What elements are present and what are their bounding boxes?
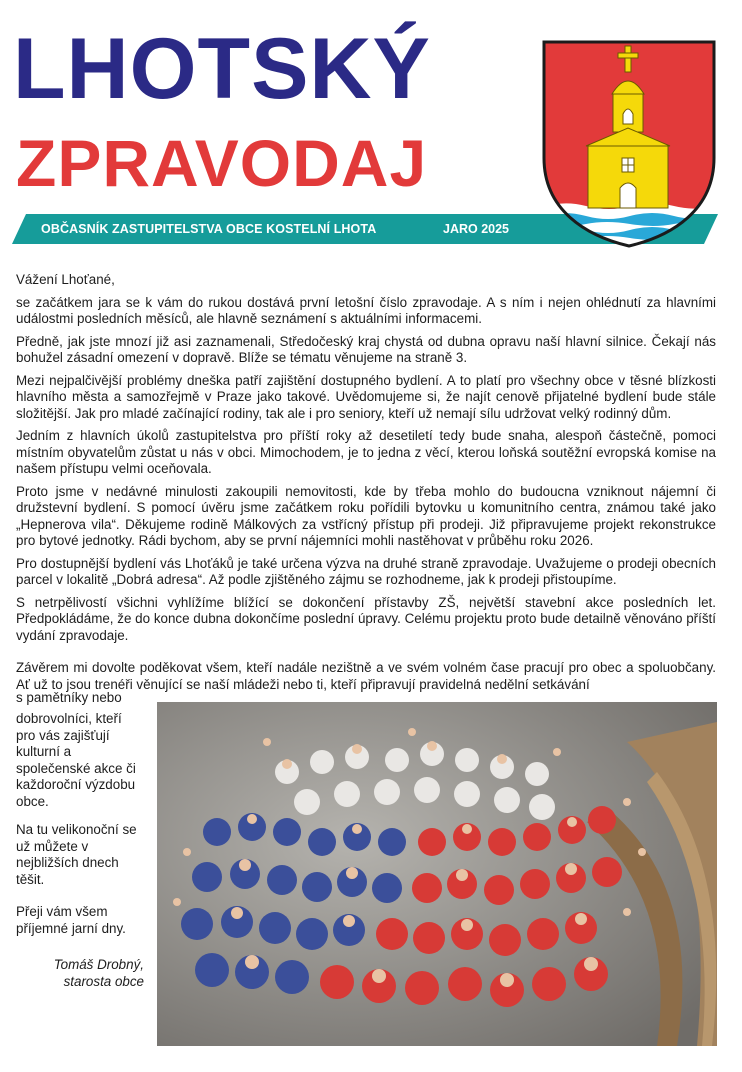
letter-side-text: dobrovolníci, kteří pro vás zajišťují kulturní a společenské akce či každoroční výzdobu obce. [16, 711, 136, 809]
signature [16, 957, 144, 990]
letter-paragraph: Proto jsme v nedávné minulosti zakoupili nemovitosti, kde by třeba mohlo do budoucna vzniknout nájemní či družstevní bydlení. S pomocí úvěru jsme začátkem roku pořídili bytovku u komunitního centra, známou také jako „Hepnerova vila“. Děkujeme rodině Málkových za vstřícný přístup při prodeji. Již připravujeme projekt rekonstrukce pro bytové jednotky. Rádi bychom, aby se první nájemníci mohli nastěhovat v průběhu roku 2026. [16, 483, 716, 548]
letter-closing: Závěrem mi dovolte poděkovat všem, kteří nadále nezištně a ve svém volném čase pracují pro obec a spoluobčany. Ať už to jsou trenéři věnující se naší mládeži nebo ti, kteří připravují pravidelná nedělní setkávání [16, 660, 716, 692]
letter-paragraph: Předně, jak jste mnozí již asi zaznamenali, Středočeský kraj chystá od dubna opravu naší hlavní silnice. Čekají nás bohužel zásadní omezení v dopravě. Blíže se tématu věnujeme na straně 3. [16, 333, 716, 365]
masthead-title-line2: ZPRAVODAJ [16, 126, 428, 200]
letter-paragraph: Pro dostupnější bydlení vás Lhoťáků je také určena výzva na druhé straně zpravodaje. Uvažujeme o prodeji obecních parcel v lokalitě „Dobrá adresa“. Až podle zjištěného zájmu se rozhodneme, jak k prodeji přistoupíme. [16, 555, 716, 587]
letter-side-text: Na tu velikonoční se už můžete v nejbližších dnech těšit. [16, 822, 137, 887]
issue-label: JARO 2025 [443, 222, 510, 236]
letter-paragraph: Mezi nejpalčivější problémy dneška patří zajištění dostupného bydlení. A to platí pro všechny obce v těsné blízkosti hlavního města a samozřejmě v Praze jako takové. Uvědomujeme si, že najít cenově přijatelné bydlení bude stále složitější. Jak pro mladé začínající rodiny, tak ale i pro seniory, kteří už nemají sílu udržovat velký rodinný dům. [16, 372, 716, 421]
signature-role: starosta obce [63, 973, 144, 989]
masthead-subtitle: OBČASNÍK ZASTUPITELSTVA OBCE KOSTELNÍ LHOTA [41, 222, 377, 236]
letter-greeting: Vážení Lhoťané, [16, 272, 115, 287]
group-photo-icon [157, 702, 717, 1046]
masthead-title-line1: LHOTSKÝ [13, 21, 431, 117]
letter-paragraph: S netrpělivostí všichni vyhlížíme blížící se dokončení přístavby ZŠ, největší stavební akce posledních let. Předpokládáme, že do konce dubna dokončíme poslední úpravy. Celému projektu proto bude detailně věnováno příští vydání zpravodaje. [16, 594, 716, 643]
letter-paragraph: se začátkem jara se k vám do rukou dostává první letošní číslo zpravodaje. A s ním i nejen ohlédnutí za hlavními událostmi posledních měsíců, ale hlavně seznámení s aktuálními informacemi. [16, 294, 716, 326]
letter-paragraph: Jedním z hlavních úkolů zastupitelstva pro příští roky až desetiletí tedy bude snaha, alespoň částečně, pomoci místním obyvatelům zůstat u nás v obci. Mimochodem, je to jedna z věcí, kterou loňská soutěžní evropská komise na našem přístupu velmi oceňovala. [16, 428, 716, 476]
letter-side-column [16, 690, 144, 990]
church-coat-of-arms-icon [542, 40, 716, 248]
letter-wish: Přeji vám všem příjemné jarní dny. [16, 904, 126, 936]
letter-side-text-lead: s pamětníky nebo [16, 690, 122, 705]
editorial-letter [16, 272, 716, 650]
signature-name: Tomáš Drobný, [53, 957, 144, 972]
